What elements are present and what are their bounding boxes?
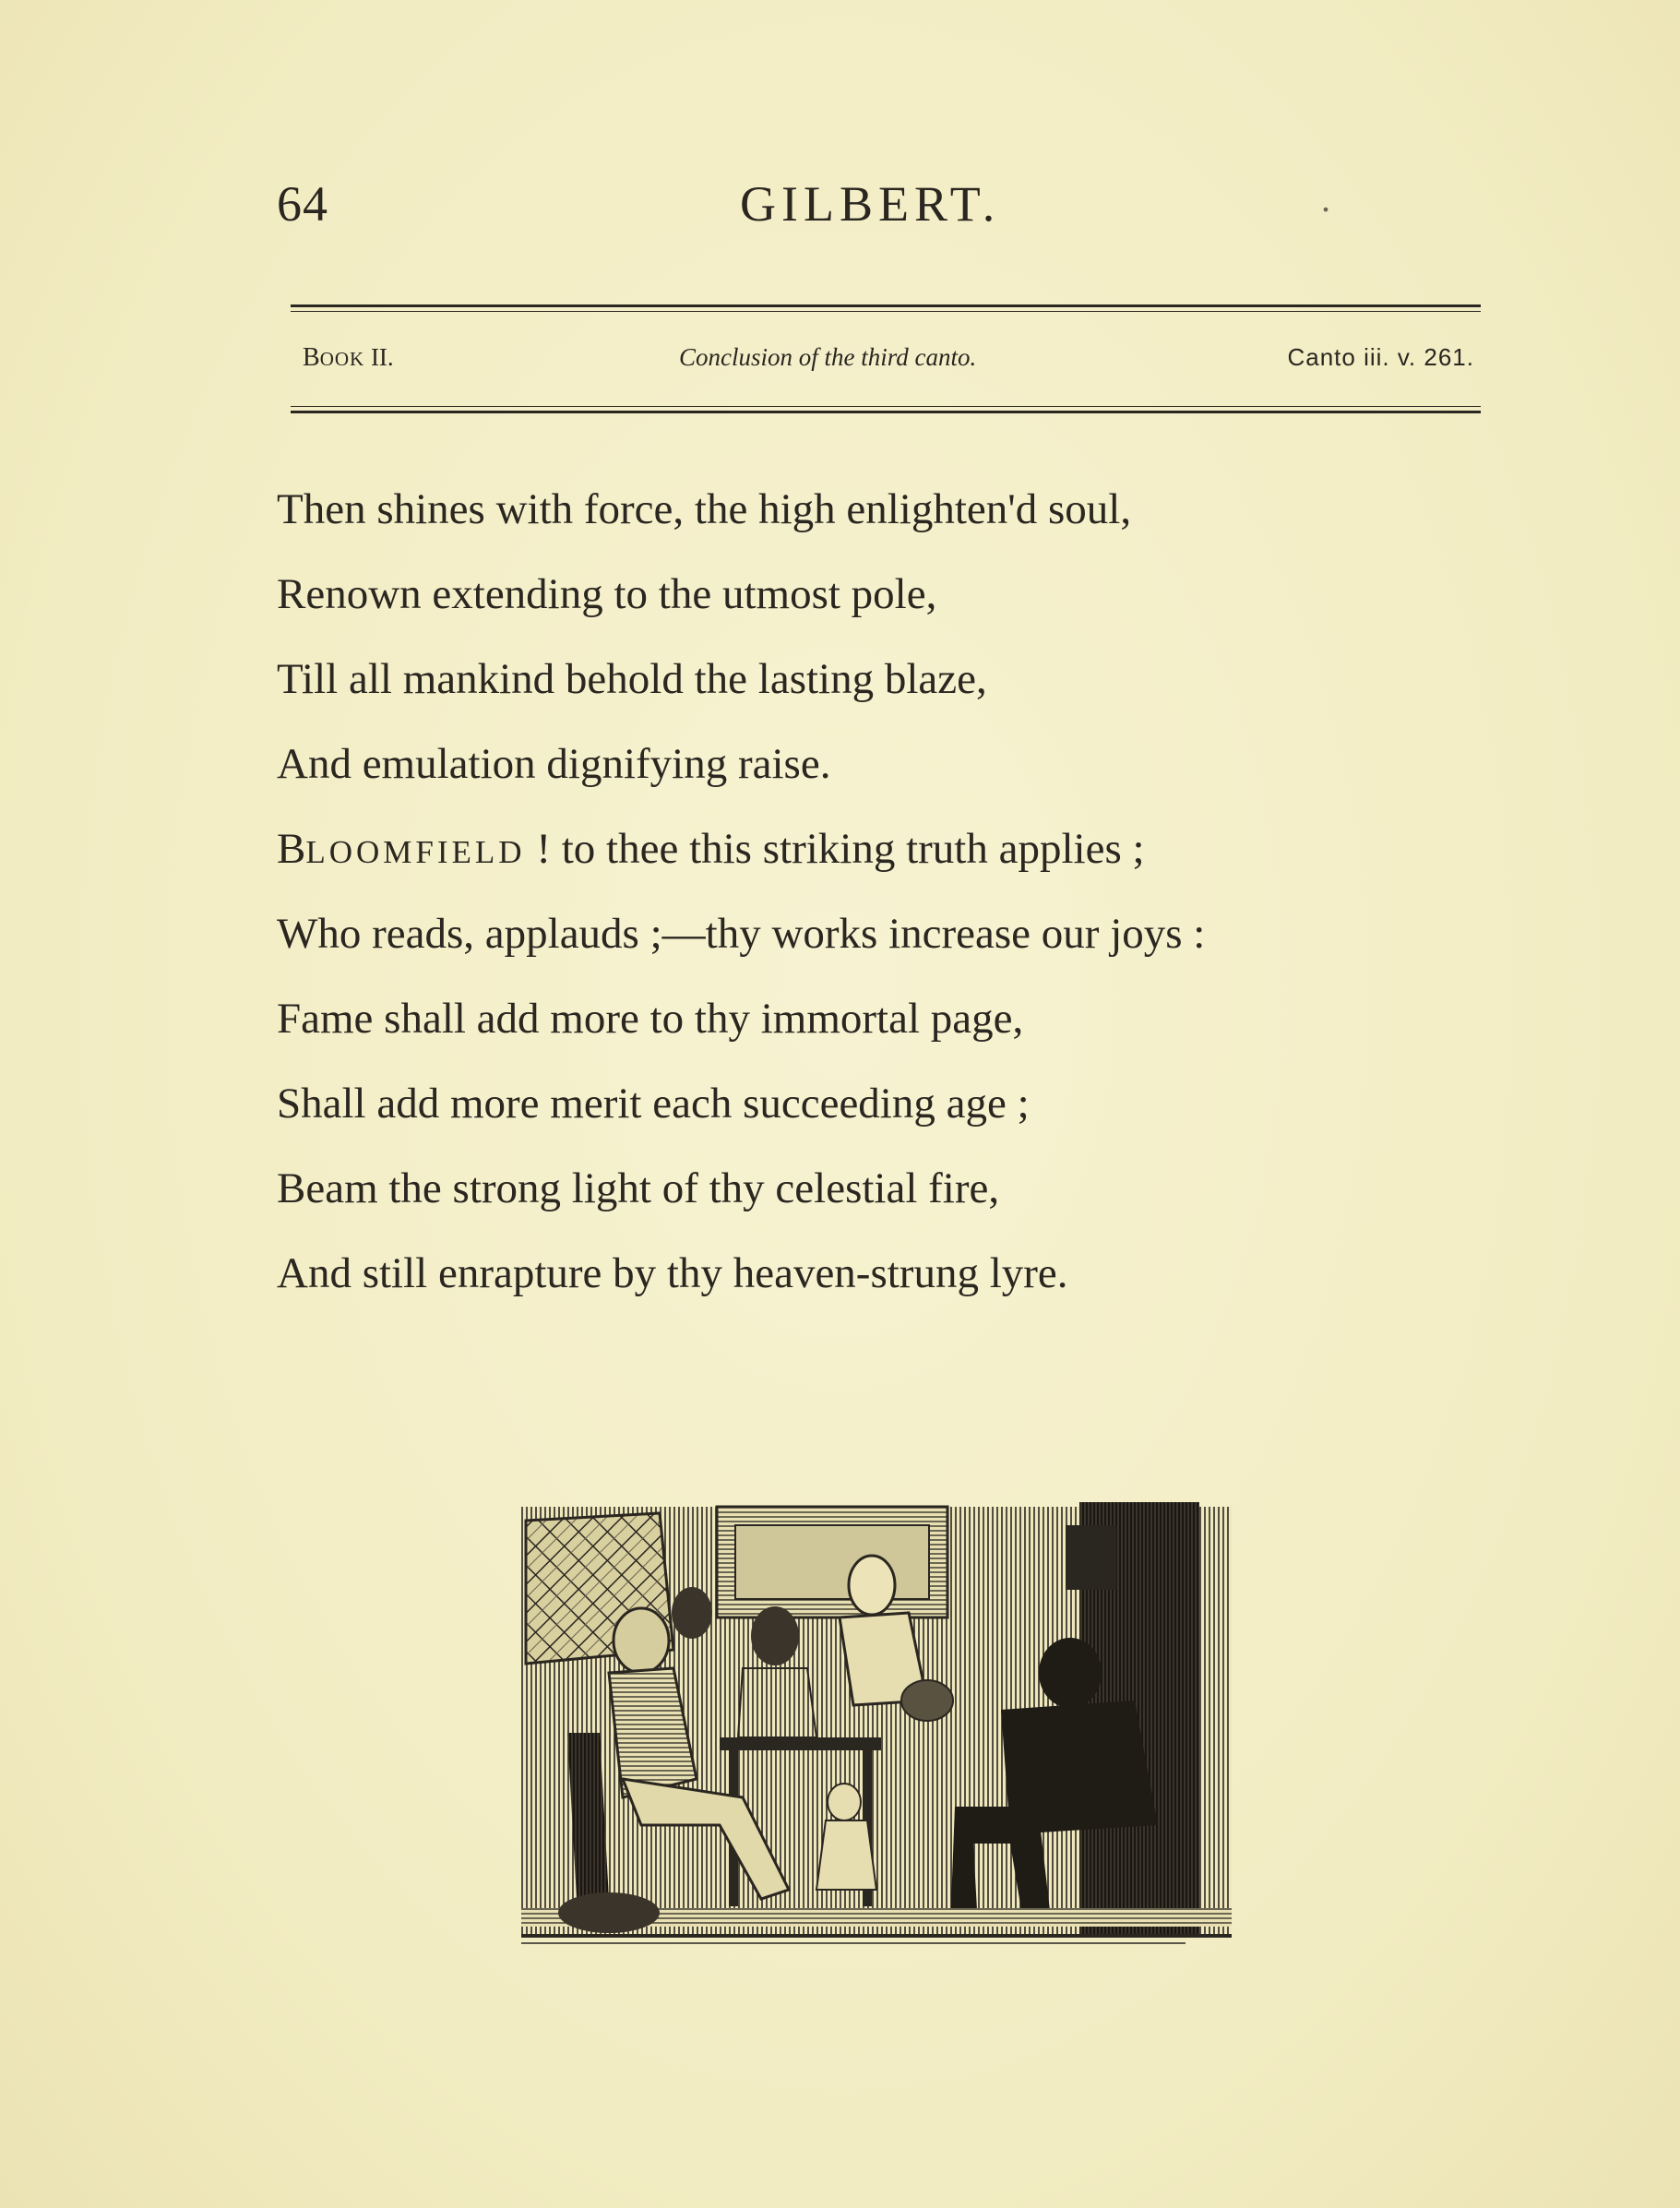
poem-verse — [277, 475, 1476, 1324]
section-subheader — [303, 343, 1474, 380]
page-number: 64 — [277, 176, 328, 232]
poem-line: BLOOMFIELD ! to thee this striking truth applies ; — [277, 825, 1145, 873]
poem-line: Till all mankind behold the lasting blaze, — [277, 655, 987, 703]
stray-mark: . — [1321, 178, 1330, 220]
poem-line: Beam the strong light of thy celestial fire, — [277, 1164, 1000, 1212]
canto-reference: Canto iii. v. 261. — [1287, 343, 1474, 371]
woodcut-engraving-icon — [521, 1502, 1232, 1947]
poem-line: And still enrapture by thy heaven-strung lyre. — [277, 1249, 1068, 1297]
poem-line: Renown extending to the utmost pole, — [277, 570, 937, 618]
poem-line: Then shines with force, the high enlighten'd soul, — [277, 485, 1132, 533]
book-label: BOOK II. — [303, 343, 394, 372]
poem-line: Who reads, applauds ;—thy works increase our joys : — [277, 910, 1206, 958]
poem-line: Fame shall add more to thy immortal page, — [277, 995, 1024, 1043]
book-title: GILBERT. — [740, 176, 1001, 232]
poem-line: And emulation dignifying raise. — [277, 740, 831, 788]
top-double-rule — [291, 304, 1481, 312]
bottom-double-rule — [291, 406, 1481, 413]
poem-line: Shall add more merit each succeeding age ; — [277, 1080, 1030, 1128]
section-title: Conclusion of the third canto. — [679, 343, 977, 371]
running-head — [277, 175, 1347, 240]
